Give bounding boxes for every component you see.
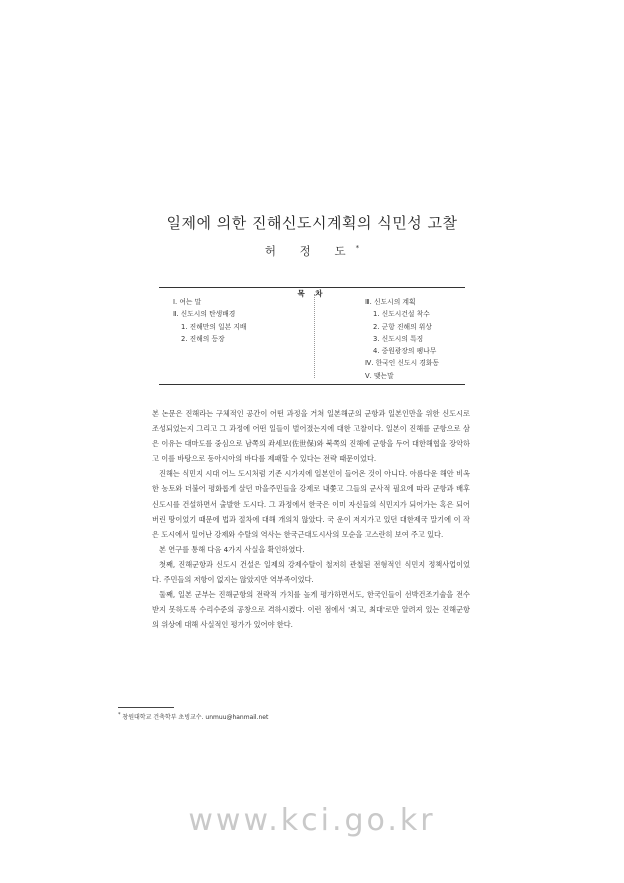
paper-title: 일제에 의한 진해신도시계획의 식민성 고찰 bbox=[166, 214, 458, 232]
toc-item: 1. 신도시건설 착수 bbox=[373, 310, 430, 319]
author-name bbox=[0, 243, 624, 259]
body-paragraph: 본 논문은 진해라는 구체적인 공간이 어떤 과정을 거쳐 일본해군의 군항과 일본인만을 위한 신도시로 조성되었는지 그리고 그 과정에 어떤 일들이 벌어졌는지에 대한 고찰이다. 일본이 진해를 군항으로 삼은 이유는 대마도를 중심으로 남쪽의 좌세보(佐世保)와 북쪽의 진해에 군항을 두어 대한해협을 장악하고 이를 바탕으로 동아시아의 바다를 제패할 수 있다는 전략 때문이었다. bbox=[152, 409, 470, 464]
toc-item: Ⅰ. 여는 말 bbox=[173, 298, 202, 306]
body-paragraph: 본 연구를 통해 다음 4가지 사실을 확인하였다. bbox=[159, 544, 305, 554]
toc-item: Ⅱ. 신도시의 탄생배경 bbox=[173, 310, 236, 319]
toc-right-column bbox=[365, 296, 465, 382]
toc-item: 2. 진해의 등장 bbox=[181, 334, 225, 343]
footnote-text: 창원대학교 건축학부 초빙교수. unmuu@hanmail.net bbox=[122, 714, 269, 721]
table-of-contents bbox=[159, 287, 465, 385]
abstract-body bbox=[152, 406, 470, 632]
toc-item: Ⅳ. 한국인 신도시 경화동 bbox=[365, 359, 440, 368]
body-paragraph: 진해는 식민지 시대 어느 도시처럼 기존 시가지에 일본인이 들어온 것이 아니다. 아름다운 해안 비옥한 농토와 더불어 평화롭게 살던 마을주민들을 강제로 내쫓고 그들의 군사적 필요에 따라 군항과 배후신도시를 건설하면서 출발한 도시다. 그 과정에서 한국은 이미 자신들의 식민지가 되어가는 혹은 되어 버린 땅이었기 때문에 법과 절차에 대해 개의치 않았다. 국 운이 저지가고 있던 대한제국 말기에 이 작은 도시에서 일어난 강제와 수탈의 역사는 한국근대도시사의 모순을 고스란히 보여 주고 있다. bbox=[152, 469, 470, 539]
watermark: www.kci.go.kr bbox=[188, 803, 436, 838]
author-text: 허 정 도 bbox=[264, 244, 356, 258]
toc-left-column bbox=[173, 296, 313, 345]
body-paragraph: 둘째, 일본 군부는 진해군항의 전략적 가치를 높게 평가하면서도, 한국인들이 선박건조기술을 전수받지 못하도록 수리수준의 공창으로 격하시켰다. 이런 점에서 '최고, 최대'로만 알려져 있는 진해군항의 위상에 대해 사실적인 평가가 있어야 한다. bbox=[152, 590, 470, 630]
toc-item: Ⅲ. 신도시의 계획 bbox=[365, 298, 416, 306]
toc-item: Ⅴ. 맺는말 bbox=[365, 371, 394, 380]
toc-item: 4. 중원광장의 팽나무 bbox=[373, 347, 437, 356]
toc-item: 1. 진해만의 일본 지배 bbox=[181, 322, 247, 331]
author-footnote-mark: * bbox=[355, 244, 360, 253]
toc-divider bbox=[314, 294, 315, 378]
footnote-mark: * bbox=[118, 712, 121, 718]
toc-item: 2. 군항 진해의 위상 bbox=[373, 322, 432, 331]
toc-item: 3. 신도시의 특징 bbox=[373, 334, 424, 343]
footnote-rule bbox=[118, 707, 174, 708]
body-paragraph: 첫째, 진해군항과 신도시 건설은 일제의 강제수탈이 철저히 관철된 전형적인 식민지 정책사업이었다. 주민들의 저항이 없지는 않았지만 역부족이었다. bbox=[152, 559, 470, 585]
toc-heading-text: 목 차 bbox=[291, 289, 332, 298]
footnote bbox=[118, 712, 268, 721]
